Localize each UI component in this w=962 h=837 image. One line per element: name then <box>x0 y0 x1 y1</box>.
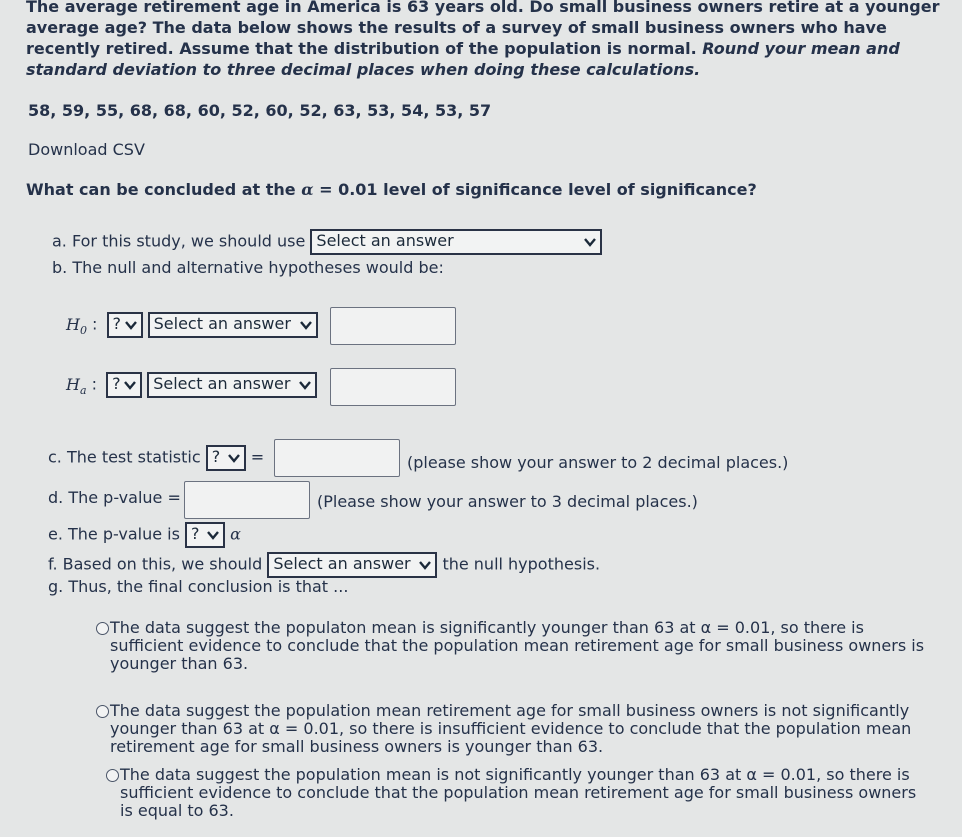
data-values: 58, 59, 55, 68, 68, 60, 52, 60, 52, 63, 53, 54, 53, 57 <box>28 101 492 120</box>
h0-parameter-select[interactable]: ? <box>107 312 143 338</box>
part-c-hint: (please show your answer to 2 decimal places.) <box>407 453 789 472</box>
chevron-down-icon <box>206 527 220 543</box>
radio-button-icon[interactable] <box>96 705 109 718</box>
part-d-hint: (Please show your answer to 3 decimal places.) <box>317 492 698 511</box>
h0-operator-select[interactable]: Select an answer <box>148 312 318 338</box>
ha-operator-select[interactable]: Select an answer <box>147 372 317 398</box>
alpha-symbol: α <box>301 180 314 199</box>
problem-intro-text: The average retirement age in America is 63 years old. Do small business owners retire at a younger average age? The data below shows the results of a survey of small business owners who have recently retired. Assume that the distribution of the population is normal. <box>26 0 940 58</box>
p-value-input[interactable] <box>184 481 310 519</box>
part-c: c. The test statistic ? = <box>48 445 264 471</box>
chevron-down-icon <box>227 450 241 466</box>
h0-label: $H_0$ <box>66 314 87 337</box>
radio-button-icon[interactable] <box>96 622 109 635</box>
ha-value-input[interactable] <box>330 368 456 406</box>
test-statistic-input[interactable] <box>274 439 400 477</box>
null-hypothesis-row: $H_0$ : ? Select an answer <box>66 312 318 338</box>
chevron-down-icon <box>123 377 137 393</box>
part-a-label: a. For this study, we should use <box>52 231 306 251</box>
conclusion-option-1[interactable]: The data suggest the populaton mean is significantly younger than 63 at α = 0.01, so there is sufficient evidence to conclude that the population mean retirement age for small business owners is younger than 63. <box>96 619 926 673</box>
alternative-hypothesis-row: $H_a$ : ? Select an answer <box>66 372 317 398</box>
conclusion-option-2[interactable]: The data suggest the population mean retirement age for small business owners is not significantly younger than 63 at α = 0.01, so there is insufficient evidence to conclude that the population mean retirement age for small business owners is younger than 63. <box>96 702 926 756</box>
part-e <box>48 522 241 548</box>
part-f-label: f. Based on this, we should <box>48 554 263 574</box>
part-a <box>52 229 602 255</box>
test-statistic-select[interactable]: ? <box>206 445 246 471</box>
part-g-label: g. Thus, the final conclusion is that ... <box>48 577 349 596</box>
chevron-down-icon <box>583 234 597 250</box>
part-c-label: c. The test statistic <box>48 447 201 467</box>
part-d-label: d. The p-value = <box>48 488 181 507</box>
test-type-select[interactable]: Select an answer <box>310 229 602 255</box>
download-csv-link[interactable]: Download CSV <box>28 140 145 159</box>
ha-parameter-select[interactable]: ? <box>106 372 142 398</box>
chevron-down-icon <box>418 557 432 573</box>
h0-value-input[interactable] <box>330 307 456 345</box>
decision-select[interactable]: Select an answer <box>267 552 437 578</box>
part-b-label: b. The null and alternative hypotheses would be: <box>52 258 444 277</box>
problem-statement <box>26 0 946 80</box>
chevron-down-icon <box>298 377 312 393</box>
significance-question: What can be concluded at the α = 0.01 level of significance level of significance? <box>26 180 757 199</box>
part-f: f. Based on this, we should Select an answer the null hypothesis. <box>48 552 600 578</box>
alpha-symbol: α <box>230 524 241 544</box>
chevron-down-icon <box>124 317 138 333</box>
radio-button-icon[interactable] <box>106 769 119 782</box>
p-value-comparison-select[interactable]: ? <box>185 522 225 548</box>
conclusion-option-3[interactable]: The data suggest the population mean is not significantly younger than 63 at α = 0.01, so there is sufficient evidence to conclude that the population mean retirement age for small business owners is equal to 63. <box>106 766 926 820</box>
problem-rounding-instruction: Round your mean and standard deviation to three decimal places when doing these calculations. <box>26 39 900 79</box>
ha-label: $H_a$ <box>66 374 87 397</box>
chevron-down-icon <box>299 317 313 333</box>
part-e-label: e. The p-value is <box>48 524 180 544</box>
